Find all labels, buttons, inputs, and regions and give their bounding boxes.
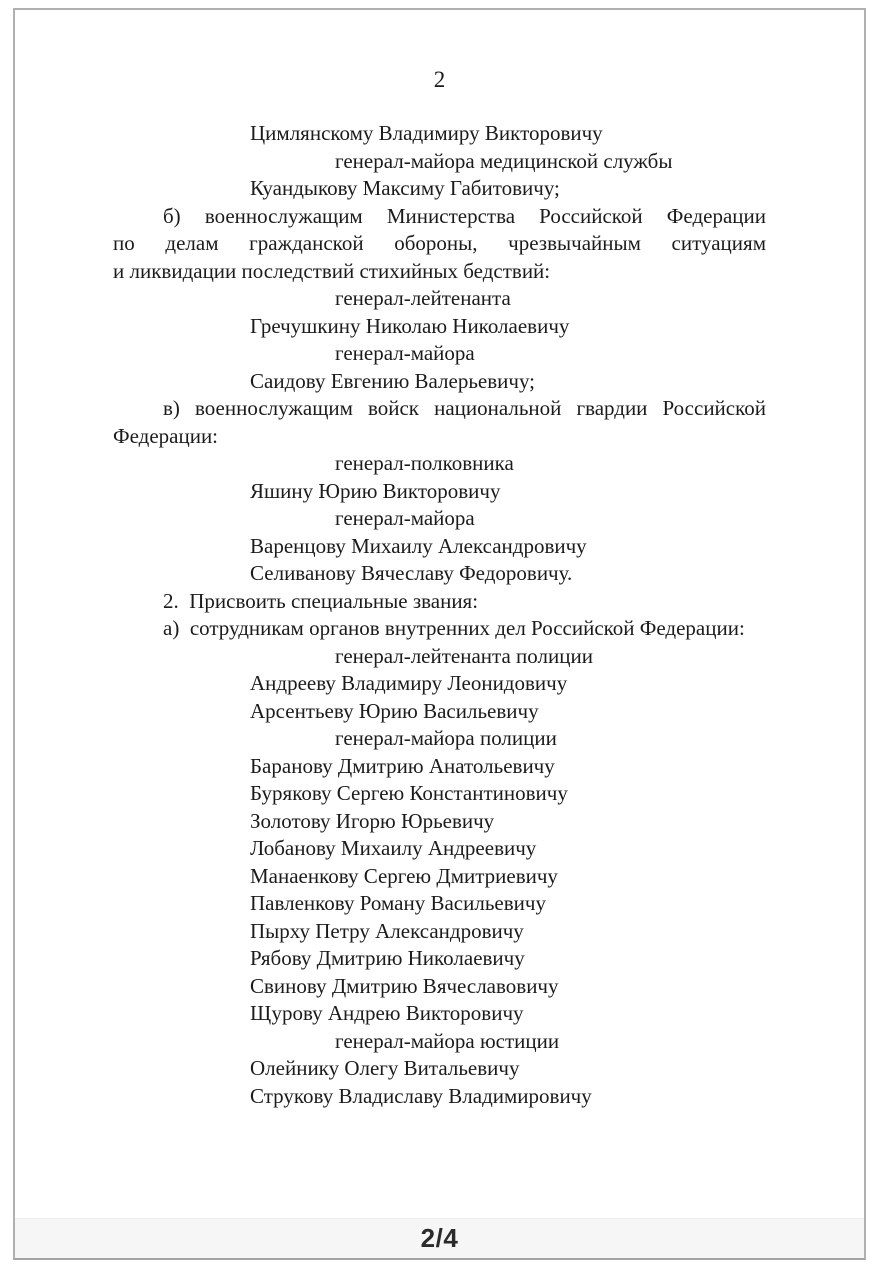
doc-line-name: Струкову Владиславу Владимировичу (250, 1083, 592, 1108)
doc-line-rank: генерал-лейтенанта полиции (335, 643, 593, 668)
doc-line-name: Куандыкову Максиму Габитовичу; (250, 176, 560, 200)
doc-line-rank: генерал-полковника (335, 451, 514, 475)
doc-line-name: Арсентьеву Юрию Васильевичу (250, 698, 539, 723)
doc-line-rank: генерал-майора юстиции (335, 1028, 560, 1053)
doc-line-rank: генерал-майора (335, 341, 475, 365)
doc-line-name: Манаенкову Сергею Дмитриевичу (250, 863, 558, 888)
doc-line-name: Яшину Юрию Викторовичу (250, 478, 501, 503)
doc-line-name: Селиванову Вячеславу Федоровичу. (250, 561, 573, 585)
doc-line-name: Олейнику Олегу Витальевичу (250, 1056, 520, 1080)
doc-line-name: Золотову Игорю Юрьевичу (250, 808, 495, 833)
pagination-bar (15, 1218, 864, 1258)
page-indicator: 2/4 (420, 1223, 459, 1253)
doc-line-name: Варенцову Михаилу Александровичу (250, 533, 587, 558)
doc-line-para-first-just: в) военнослужащим войск национальной гвардии Российской (163, 396, 766, 420)
doc-line-name: Гречушкину Николаю Николаевичу (250, 313, 570, 338)
doc-line-indent: а) сотрудникам органов внутренних дел Российской Федерации: (163, 616, 745, 640)
doc-line-name: Андрееву Владимиру Леонидовичу (250, 671, 568, 695)
document-page (13, 8, 866, 1260)
doc-line-name: Лобанову Михаилу Андреевичу (250, 836, 537, 860)
document-body (113, 120, 766, 1110)
page-number: 2 (433, 67, 446, 92)
doc-line-name: Павленкову Роману Васильевичу (250, 891, 546, 915)
doc-line-name: Бурякову Сергею Константиновичу (250, 781, 568, 805)
doc-line-rank: генерал-майора медицинской службы (335, 148, 673, 173)
doc-line-name: Баранову Дмитрию Анатольевичу (250, 753, 555, 778)
doc-line-name: Свинову Дмитрию Вячеславовичу (250, 973, 559, 998)
doc-line-name: Пырху Петру Александровичу (250, 918, 524, 943)
doc-line-para-just: по делам гражданской обороны, чрезвычайным ситуациям (113, 231, 766, 255)
doc-line-rank: генерал-лейтенанта (335, 286, 511, 310)
doc-line-name: Саидову Евгению Валерьевичу; (250, 368, 535, 393)
doc-line-name: Щурову Андрею Викторовичу (250, 1001, 524, 1025)
doc-line-para-left: Федерации: (113, 423, 219, 448)
doc-line-indent: 2. Присвоить специальные звания: (163, 588, 479, 613)
doc-line-para-first-just: б) военнослужащим Министерства Российской Федерации (163, 203, 766, 228)
doc-line-name: Рябову Дмитрию Николаевичу (250, 946, 525, 970)
doc-line-rank: генерал-майора (335, 506, 475, 530)
doc-line-rank: генерал-майора полиции (335, 726, 557, 750)
doc-line-para-left: и ликвидации последствий стихийных бедствий: (113, 258, 551, 283)
doc-line-name: Цимлянскому Владимиру Викторовичу (250, 121, 603, 145)
